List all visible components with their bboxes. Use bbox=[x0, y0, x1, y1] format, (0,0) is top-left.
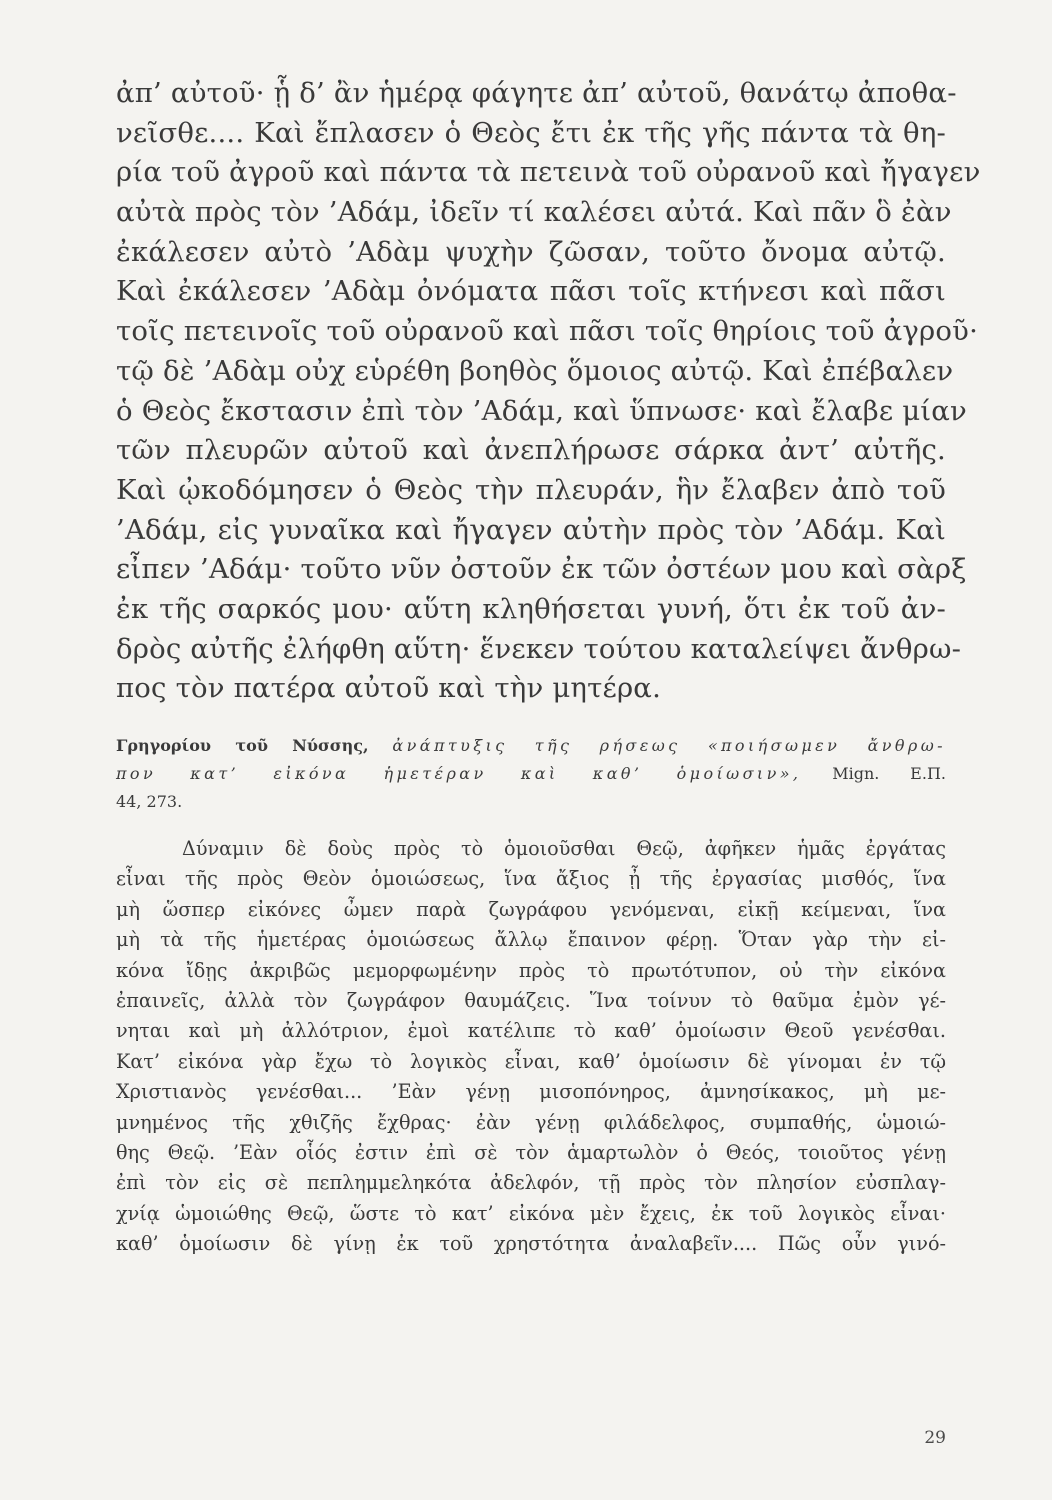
text-line: τῷ δὲ ’Αδὰμ οὐχ εὑρέθη βοηθὸς ὅμοιος αὐτῷ. Καὶ ἐπέβαλεν bbox=[116, 354, 954, 387]
text-line: ὁ Θεὸς ἔκστασιν ἐπὶ τὸν ’Αδάμ, καὶ ὕπνωσε· καὶ ἔλαβε μίαν bbox=[116, 394, 967, 427]
text-line: εἶπεν ’Αδάμ· τοῦτο νῦν ὀστοῦν ἐκ τῶν ὀστέων μου καὶ σὰρξ bbox=[116, 553, 967, 586]
text-line: νηται καὶ μὴ ἀλλότριον, ἐμοὶ κατέλιπε τὸ καθ’ ὁμοίωσιν Θεοῦ γενέσθαι. bbox=[116, 1019, 946, 1043]
text-line: ἀπ’ αὐτοῦ· ᾗ δ’ ἂν ἡμέρᾳ φάγητε ἀπ’ αὐτοῦ, θανάτῳ ἀποθα- bbox=[116, 77, 957, 109]
text-line: μνημένος τῆς χθιζῆς ἔχθρας· ἐὰν γένῃ φιλάδελφος, συμπαθής, ὡμοιώ- bbox=[116, 1110, 946, 1134]
text-line: Καὶ ᾠκοδόμησεν ὁ Θεὸς τὴν πλευράν, ἣν ἔλαβεν ἀπὸ τοῦ bbox=[116, 473, 946, 506]
scripture-passage bbox=[116, 74, 981, 709]
citation-reference: Mign. Ε.Π. bbox=[832, 764, 946, 783]
text-line: χνίᾳ ὡμοιώθης Θεῷ, ὥστε τὸ κατ’ εἰκόνα μὲν ἔχεις, ἐκ τοῦ λογικὸς εἶναι· bbox=[116, 1201, 946, 1225]
text-line: μὴ ὥσπερ εἰκόνες ὦμεν παρὰ ζωγράφου γενόμεναι, εἰκῇ κείμεναι, ἵνα bbox=[116, 897, 946, 921]
text-line: τοῖς πετεινοῖς τοῦ οὐρανοῦ καὶ πᾶσι τοῖς θηρίοις τοῦ ἀγροῦ· bbox=[116, 315, 979, 348]
citation-line bbox=[116, 760, 946, 788]
text-line: Καὶ ἐκάλεσεν ’Αδὰμ ὀνόματα πᾶσι τοῖς κτήνεσι καὶ πᾶσι bbox=[116, 275, 946, 308]
text-line: ἐκ τῆς σαρκός μου· αὕτη κληθήσεται γυνή, ὅτι ἐκ τοῦ ἀν- bbox=[116, 592, 946, 625]
citation-title: πον κατ’ εἰκόνα ἡμετέραν καὶ καθ’ ὁμοίωσιν», bbox=[116, 764, 802, 783]
commentary-passage bbox=[116, 834, 946, 1259]
text-line: ἐπὶ τὸν εἰς σὲ πεπλημμεληκότα ἀδελφόν, τῇ πρὸς τὸν πλησίον εὐσπλαγ- bbox=[116, 1171, 946, 1195]
text-line: θης Θεῷ. ’Εὰν οἷός ἐστιν ἐπὶ σὲ τὸν ἁμαρτωλὸν ὁ Θεός, τοιοῦτος γένῃ bbox=[116, 1140, 946, 1164]
citation-volume: 44, 273. bbox=[116, 792, 183, 811]
text-line: κόνα ἴδῃς ἀκριβῶς μεμορφωμένην πρὸς τὸ πρωτότυπον, οὐ τὴν εἰκόνα bbox=[116, 958, 946, 982]
text-line: νεῖσθε.... Καὶ ἔπλασεν ὁ Θεὸς ἔτι ἐκ τῆς γῆς πάντα τὰ θη- bbox=[116, 116, 946, 149]
text-line: μὴ τὰ τῆς ἡμετέρας ὁμοιώσεως ἄλλῳ ἔπαινον φέρῃ. Ὅταν γὰρ τὴν εἰ- bbox=[116, 928, 946, 952]
text-line: καθ’ ὁμοίωσιν δὲ γίνῃ ἐκ τοῦ χρηστότητα ἀναλαβεῖν.... Πῶς οὖν γινό- bbox=[116, 1232, 946, 1256]
source-citation bbox=[116, 732, 946, 816]
citation-title: ἀνάπτυξις τῆς ρήσεως «ποιήσωμεν ἄνθρω- bbox=[392, 736, 946, 755]
page-number: 29 bbox=[924, 1428, 946, 1448]
text-line: Χριστιανὸς γενέσθαι... ’Εὰν γένῃ μισοπόνηρος, ἀμνησίκακος, μὴ με- bbox=[116, 1080, 946, 1104]
citation-line bbox=[116, 732, 946, 760]
text-line: ἐπαινεῖς, ἀλλὰ τὸν ζωγράφον θαυμάζεις. Ἵνα τοίνυν τὸ θαῦμα ἐμὸν γέ- bbox=[116, 988, 946, 1012]
text-line: ἐκάλεσεν αὐτὸ ’Αδὰμ ψυχὴν ζῶσαν, τοῦτο ὄνομα αὐτῷ. bbox=[116, 235, 946, 268]
text-line: Κατ’ εἰκόνα γὰρ ἔχω τὸ λογικὸς εἶναι, καθ’ ὁμοίωσιν δὲ γίνομαι ἐν τῷ bbox=[116, 1049, 946, 1073]
text-line: Δύναμιν δὲ δοὺς πρὸς τὸ ὁμοιοῦσθαι Θεῷ, ἀφῆκεν ἡμᾶς ἐργάτας bbox=[182, 837, 946, 860]
citation-author: Γρηγορίου τοῦ Νύσσης, bbox=[116, 736, 369, 755]
text-line: πος τὸν πατέρα αὐτοῦ καὶ τὴν μητέρα. bbox=[116, 672, 662, 705]
text-line: εἶναι τῆς πρὸς Θεὸν ὁμοιώσεως, ἵνα ἄξιος ᾖ τῆς ἐργασίας μισθός, ἵνα bbox=[116, 867, 946, 891]
text-line: ρία τοῦ ἀγροῦ καὶ πάντα τὰ πετεινὰ τοῦ οὐρανοῦ καὶ ἤγαγεν bbox=[116, 156, 981, 189]
text-line: ’Αδάμ, εἰς γυναῖκα καὶ ἤγαγεν αὐτὴν πρὸς τὸν ’Αδάμ. Καὶ bbox=[116, 513, 946, 546]
page-content bbox=[116, 74, 981, 1259]
text-line: δρὸς αὐτῆς ἐλήφθη αὕτη· ἕνεκεν τούτου καταλείψει ἄνθρω- bbox=[116, 632, 962, 665]
text-line: αὐτὰ πρὸς τὸν ’Αδάμ, ἰδεῖν τί καλέσει αὐτά. Καὶ πᾶν ὃ ἐὰν bbox=[116, 196, 952, 229]
text-line: τῶν πλευρῶν αὐτοῦ καὶ ἀνεπλήρωσε σάρκα ἀντ’ αὐτῆς. bbox=[116, 434, 946, 467]
